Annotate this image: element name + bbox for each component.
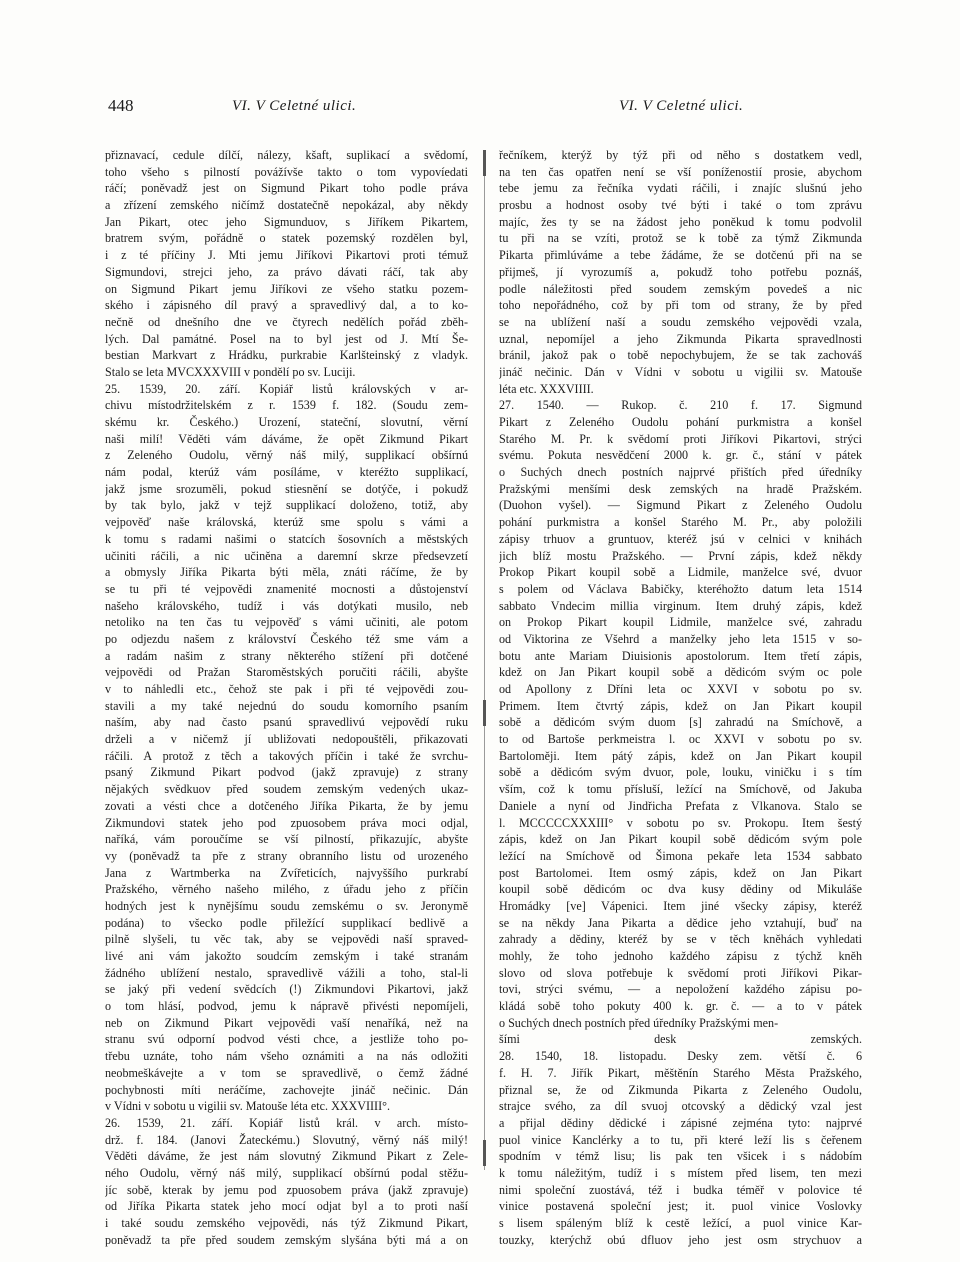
text-line: toho nepořádného, což by při tom od strany, že by před xyxy=(499,298,862,313)
text-line: drž. f. 184. (Janovi Žateckému.) Slovutný, věrný náš milý! xyxy=(105,1132,468,1147)
text-line: svému. Pokuta nesvědčení 2000 k. gr. č., stání v pátek xyxy=(499,448,862,463)
text-line: léta etc. XXXVIIII. xyxy=(499,381,594,396)
text-line: podle náležitosti před soudem zemským povedeš a nic xyxy=(499,281,862,296)
text-line: řečníkem, kterýž by týž při od něho s dostatkem vedl, xyxy=(499,148,862,162)
text-line: mohly, že toho jednoho každého zápisu z týchž kněh xyxy=(499,949,862,963)
text-line: bránil, jakož pak o tobě nepochybujem, že se tak zachováš xyxy=(499,348,862,363)
text-line: jináč nečinic. Dán v Vídni v sobotu u vigilii sv. Matouše xyxy=(499,364,862,379)
text-line: žádného ublížení nestalo, spravedlivě vážili a toho, stal-li xyxy=(105,965,468,980)
text-line: pilně slyšeli, tu věc tak, aby se vejpovědi naší spraved- xyxy=(105,932,468,947)
text-line: toho všeho s pilností povážívše takto o tom vypovíedati xyxy=(105,164,468,179)
text-line: nám podal, kterúž vám posíláme, v kteréžto supplikací, xyxy=(105,465,468,480)
text-line: učiniti ráčili, a nic učiněna a daremní skrze předsevzetí xyxy=(105,548,468,563)
text-line: přiznavací, cedule dílčí, nálezy, kšaft, suplikací a svědomí, xyxy=(105,148,468,162)
text-line: Zikmundovi statek jeho pod zpuosobem práva moci odjal, xyxy=(105,815,468,830)
column-divider-mark xyxy=(483,700,486,726)
text-line: zápisy trhuov a gruntuov, kteréž jsú v celnici v knihách xyxy=(499,531,862,546)
text-line: hodných jest k nynějšímu soudu zemskému o sv. Jeronymě xyxy=(105,898,468,913)
text-line: s lisem spáleným blíž k cestě ležící, a puol vinice Kar- xyxy=(499,1216,862,1230)
text-line: Daniele a nyní od Jindřicha Prefata z Vlkanova. Stalo se xyxy=(499,798,862,813)
text-line: stavili a my také nejednú do soudu komorního psaním xyxy=(105,698,468,713)
text-line: na ten čas opatřen není se vší poníženostií prosie, abychom xyxy=(499,164,862,179)
text-line: i také soudu zemského vejpovědi, nás týž Zikmund Pikart, xyxy=(105,1216,468,1230)
text-line: neobmeškávejte a v tom se spravedlivě, o čemž žádné xyxy=(105,1065,468,1080)
text-line: zahrady a dědiny, kteréž by se v těch kněhách vyhledati xyxy=(499,932,862,947)
text-line: Jana z Wartmberka na Zvířeticích, najvyššího purkrabí xyxy=(105,865,468,880)
right-text-column xyxy=(499,147,862,1248)
text-line: nějakých svědkuov před soudem zemským vedených ukaz- xyxy=(105,782,468,797)
text-line: k tomu náležitým, tudíž i s místem před lisem, ten mezi xyxy=(499,1165,862,1180)
text-line: neb on Zikmund Pikart vejpovědi vaší nenaříká, než na xyxy=(105,1015,468,1030)
text-line: bratrem svým, pořádně o statek pozemský rozdělen byl, xyxy=(105,231,468,246)
text-line: se jaký při vedení svědcích (!) Zikmundovi Pikartovi, jakž xyxy=(105,982,468,997)
text-line: Jan Pikart, otec jeho Sigmunduov, s Jiříkem Pikartem, xyxy=(105,214,468,229)
text-line: tu při na se vzíti, protož se k tobě za týmž Zikmunda xyxy=(499,231,862,246)
text-line: kládá sobě toho pokuty 400 k. gr. č. — a to v pátek xyxy=(499,999,862,1014)
text-line: Bartoloměji. Item pátý zápis, kdež on Jan Pikart koupil xyxy=(499,748,862,763)
text-line: uznal, nepomíjel a jeho Zikmunda Pikarta spravedlnosti xyxy=(499,331,862,346)
column-divider xyxy=(484,150,485,1170)
text-line: (Duohon vyšel). — Sigmund Pikart z Zeleného Oudolu xyxy=(499,498,862,513)
text-line: strajce svého, za díl svuoj otcovský a dědický vzal jest xyxy=(499,1099,862,1114)
text-line: lých. Dal památné. Posel na to byl jest od J. Mtí Še- xyxy=(105,331,468,346)
text-line: on Prokop Pikart koupil Lidmile, manželce své, zahradu xyxy=(499,615,862,630)
text-line: Pražskými menšími desk zemských na hradě Pražském. xyxy=(499,481,862,496)
page-number: 448 xyxy=(108,96,134,115)
text-line: stranu svú odporní podvod vésti chce, a jestliže toho po- xyxy=(105,1032,468,1047)
text-line: a obmysly Jiříka Pikarta býti měla, znáti ráčíme, že by xyxy=(105,565,468,580)
text-line: jich blíž mostu Pražského. — První zápis, kdež někdy xyxy=(499,548,862,563)
text-line: spodním v témž lisu; lis pak ten všicek i s nádobím xyxy=(499,1149,862,1164)
text-line: od Viktorina ze Všehrd a manželky jeho leta 1515 v so- xyxy=(499,631,862,646)
text-line: Starého M. Pr. k svědomí proti Jiříkovi Pikartovi, strýci xyxy=(499,431,862,446)
text-line: Pikarta přimlúváme a tebe žádáme, že se dotčenú při na se xyxy=(499,248,862,263)
text-line: o tom hlásí, podvod, jemu k nápravě přivésti nepomíjeli, xyxy=(105,999,468,1014)
text-line: sobě a dědicóm svým dvuor, pole, louku, viničku i s tím xyxy=(499,765,862,780)
text-line: sabbato Vndecim millia virginum. Item druhý zápis, kdež xyxy=(499,598,862,613)
text-line: našeho královského, tudíž i vás dotýkati musilo, neb xyxy=(105,598,468,613)
text-line: Pražského, věrného našeho milého, z úřadu jeho z příčin xyxy=(105,882,468,897)
text-line: Primem. Item čtvrtý zápis, kdež on Jan Pikart koupil xyxy=(499,698,862,713)
text-line: o Suchých dnech postních najprvé přištích před úředníky xyxy=(499,465,862,480)
text-line: slovo od slova potřebuje k svědomí proti Jiříkovi Pikar- xyxy=(499,965,862,980)
text-line: by tak bylo, jakž v tejž supplikací doloženo, totiž, aby xyxy=(105,498,468,513)
text-line: Prokop Pikart koupil sobě a Lidmile, manželce své, dvuor xyxy=(499,565,862,580)
text-line: koupil sobě dědicóm oc dva kusy dědiny od Mikuláše xyxy=(499,882,862,897)
text-line: zápis, kdež on Jan Pikart koupil sobě dědicóm svým pole xyxy=(499,832,862,847)
text-line: livé ani vám jakožto soudcím zemským i také stranám xyxy=(105,949,468,963)
text-line: i z té příčiny J. Mti jemu Jiříkovi Pikartovi proti témuž xyxy=(105,248,468,263)
running-head-right: VI. V Celetné ulici. xyxy=(619,98,744,114)
text-line: kdež on Jan Pikart koupil sobě a dědicóm svým oc pole xyxy=(499,665,862,680)
text-line: se na ublížení naší a soudu zemského vejpovědi vzala, xyxy=(499,314,862,329)
text-line: 26. 1539, 21. září. Kopiář listů král. v arch. místo- xyxy=(105,1115,468,1130)
text-line: od Jiříka Pikarta statek jeho mocí odjat byl a to proti naší xyxy=(105,1199,468,1214)
text-line: chivu místodržitelském z r. 1539 f. 182. (Soudu zem- xyxy=(105,398,468,413)
text-line: vejpověď naše královská, kterúž sme spolu s vámi a xyxy=(105,515,468,530)
page-header xyxy=(0,96,960,126)
text-line: majíc, žes ty se na žádost jeho poněkud k tomu podvolil xyxy=(499,214,862,229)
text-line: ského i zápisného díl pravý a spravedlivý dal, a to ko- xyxy=(105,298,468,313)
text-line: se na někdy Jana Pikarta a dědice jeho vztahují, buď na xyxy=(499,915,862,930)
text-line: jakž jsme srozuměli, pokud stiesnění se dotýče, i pokudž xyxy=(105,481,468,496)
text-line: naříká, vám poroučíme se vší pilností, přikazujíc, abyšte xyxy=(105,832,468,847)
text-line: tovi, strýci svému, — a nepoložení každého zápisu po- xyxy=(499,982,862,997)
text-line: zovati a vésti chce a dotčeného Jiříka Pikarta, že by jemu xyxy=(105,798,468,813)
text-line: podána) to všecko podle přiležící supplikací bedlivě a xyxy=(105,915,468,930)
text-line: botu ante Mariam Diuisionis apostolorum. Item třetí zápis, xyxy=(499,648,862,663)
text-line: to od Bartoše perkmeistra l. oc XXVI v sobotu po sv. xyxy=(499,732,862,747)
text-line: třebu uznáte, toho nám všeho oznámiti a na nás odložiti xyxy=(105,1049,468,1064)
text-line: 25. 1539, 20. září. Kopiář listů královských v ar- xyxy=(105,381,468,396)
text-line: 27. 1540. — Rukop. č. 210 f. 17. Sigmund xyxy=(499,398,862,413)
running-head-left: VI. V Celetné ulici. xyxy=(232,98,357,114)
text-line: vejpovědi od Pražan Staroměstských poručiti ráčili, abyšte xyxy=(105,665,468,680)
text-line: l. MCCCCCXXXIII° v sobotu po sv. Prokopu. Item šestý xyxy=(499,815,862,830)
text-line: pochybnosti míti neráčíme, zachovejte jináč nečinic. Dán xyxy=(105,1082,468,1097)
text-line: vinice postavená společní jest; it. puol vinice Voslovky xyxy=(499,1199,862,1214)
text-line: a radám našim z strany některého stížení při dotčené xyxy=(105,648,468,663)
text-line: tebe jemu za řečníka vydati ráčili, i znajíc slušnú jeho xyxy=(499,181,862,196)
text-line: po odjezdu našem z království Českého též sme vám a xyxy=(105,631,468,646)
text-line: v to náhledli etc., čehož ste pak i při té vejpovědi zou- xyxy=(105,682,468,696)
text-line: se tu při té vejpovědi znamenité mocnosti a důstojenství xyxy=(105,581,468,596)
text-line: od Apollony z Dříni leta oc XXVI v sobotu po sv. xyxy=(499,682,862,696)
text-line: přiznal se, že od Zikmunda Pikarta z Zeleného Oudolu, xyxy=(499,1082,862,1097)
text-line: on Sigmund Pikart jemu Jiříkovi ze všeho statku pozem- xyxy=(105,281,468,296)
left-text-column xyxy=(105,147,468,1248)
text-line: a zřízení zemského ničímž dostatečně nepokázal, aby někdy xyxy=(105,198,468,213)
text-line: ráčili. A protož z těch a takových příčin i také že svrchu- xyxy=(105,748,468,763)
text-line: skému kr. Českého.) Urození, stateční, slovutní, věrní xyxy=(105,415,468,429)
text-line: v Vídni v sobotu u vigilii sv. Matouše léta etc. XXXVIIII°. xyxy=(105,1099,390,1114)
text-line: 28. 1540, 18. listopadu. Desky zem. větší č. 6 xyxy=(499,1049,862,1064)
text-line: pohání purkmistra a konšel Starého M. Pr., aby položili xyxy=(499,515,862,530)
text-line: ného Oudolu, věrný náš milý, supplikací obšírnú podal stěžu- xyxy=(105,1165,468,1180)
text-line: vy (poněvadž ta pře z strany obranního listu od urozeného xyxy=(105,848,468,863)
text-line: nečně od dnešního dne ve čtyrech nedělích pořád zběh- xyxy=(105,314,468,329)
text-line: poněvadž ta pře před soudem zemským slyšána býti má a on xyxy=(105,1232,468,1247)
text-line: drželi a v ničemž jí ubližovati nedopouštěli, přikazovati xyxy=(105,732,468,747)
text-line: post Bartolomei. Item osmý zápis, kdež on Jan Pikart xyxy=(499,865,862,880)
text-line: bestian Markvart z Hrádku, purkrabie Karlšteinský z vladyk. xyxy=(105,348,468,363)
text-line: jíc sobě, kterak by jemu pod zpuosobem práva (jakž zpravuje) xyxy=(105,1182,468,1197)
text-line: Sigmundovi, strejci jeho, za právo dávati ráčí, tak aby xyxy=(105,264,468,279)
text-line: vším, což k tomu přísluší, ležící na Smíchově, od Jakuba xyxy=(499,782,862,797)
text-line: naším, aby nad často psanú spravedlivú vejpovědí ruku xyxy=(105,715,468,730)
text-line: nimi společní zuostává, též i budka téměř v polovice té xyxy=(499,1182,862,1197)
text-line: netoliko na ten čas tu vejpověď s vámi učiniti, ale potom xyxy=(105,615,468,630)
text-line: psaný Zikmund Pikart podvod (jakž zpravuje) z strany xyxy=(105,765,468,780)
text-line: o Suchých dnech postních před úředníky Pražskými men- xyxy=(499,1015,779,1030)
text-line: puol vinice Kanclérky a to tu, při které leží lis s čeřenem xyxy=(499,1132,862,1147)
text-line: z Zeleného Oudolu, věrný náš milý, supplikací obšírnú xyxy=(105,448,468,463)
text-line: a přijal dědiny dědické i zápisné zejména tyto: najprvé xyxy=(499,1115,862,1130)
text-line: Hromádky [ve] Vápenici. Item jiné všecky zápisy, kteréž xyxy=(499,898,862,913)
text-line: naši milí! Věděti vám dáváme, že opět Zikmund Pikart xyxy=(105,431,468,446)
text-line: šími desk zemských. xyxy=(499,1032,862,1047)
text-line: přijmeš, jí vyrozumíš a, pokudž toho potřebu poznáš, xyxy=(499,264,862,279)
text-line: f. H. 7. Jiřík Pikart, měštěnín Starého Města Pražského, xyxy=(499,1065,862,1080)
column-divider-mark xyxy=(483,150,486,176)
text-line: sobě a dědicóm svým duom [s] zahradú na Smíchově, a xyxy=(499,715,862,730)
text-line: touzky, kterýchž obú dfluov jeho jest osm strychuov a xyxy=(499,1232,862,1247)
text-line: k tomu s radami našimi o statcích šosovních a městských xyxy=(105,531,468,546)
column-divider-mark xyxy=(483,1140,486,1166)
text-line: ležící na Smíchově od Šimona pekaře leta 1534 sabbato xyxy=(499,848,862,863)
text-line: ráčí; poněvadž jest on Sigmund Pikart toho podle práva xyxy=(105,181,468,196)
text-line: Věděti dáváme, že jest nám slovutný Zikmund Pikart z Zele- xyxy=(105,1149,468,1164)
text-line: prosbu a hodnost osoby tvé býti i také o tom zprávu xyxy=(499,198,862,213)
text-line: s polem od Václava Babičky, kteréhožto datum leta 1514 xyxy=(499,581,862,596)
text-line: Stalo se leta MVCXXXVIII v pondělí po sv. Luciji. xyxy=(105,364,356,379)
text-line: Pikart z Zeleného Oudolu pohání purkmistra a konšel xyxy=(499,415,862,429)
